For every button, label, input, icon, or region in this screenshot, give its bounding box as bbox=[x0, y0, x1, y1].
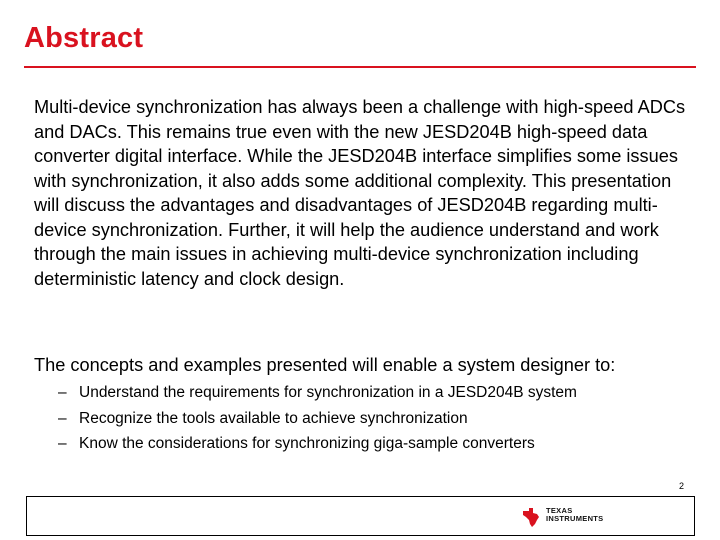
bullet-dash: – bbox=[58, 435, 67, 452]
slide-title: Abstract bbox=[24, 22, 144, 54]
title-rule bbox=[24, 66, 696, 68]
list-item bbox=[58, 431, 577, 457]
logo-wordmark bbox=[546, 507, 603, 523]
page-number: 2 bbox=[678, 481, 684, 491]
logo-line-1: TEXAS bbox=[546, 506, 573, 515]
lead-sentence: The concepts and examples presented will enable a system designer to: bbox=[34, 355, 616, 375]
list-item bbox=[58, 380, 577, 406]
bullet-dash: – bbox=[58, 409, 67, 427]
logo-line-2: INSTRUMENTS bbox=[546, 514, 604, 523]
bullet-dash: – bbox=[58, 384, 67, 401]
abstract-paragraph: Multi-device synchronization has always been a challenge with high-speed ADCs and DACs. This remains true even with the new JESD204B high-speed data converter digital interface. While the JESD204B interface simplifies some issues with synchronization, it also adds some additional complexity. This presentation will discuss the advantages and disadvantages of JESD204B regarding multi-device synchronization. Further, it will help the audience understand and work through the main issues in achieving multi-device synchronization including deterministic latency and clock design. bbox=[34, 97, 686, 289]
list-item bbox=[58, 406, 577, 432]
bullet-text: Understand the requirements for synchronization in a JESD204B system bbox=[79, 384, 577, 401]
bullet-text: Recognize the tools available to achieve synchronization bbox=[79, 409, 468, 427]
bullet-list bbox=[58, 380, 577, 457]
bullet-text: Know the considerations for synchronizing giga-sample converters bbox=[79, 435, 535, 452]
